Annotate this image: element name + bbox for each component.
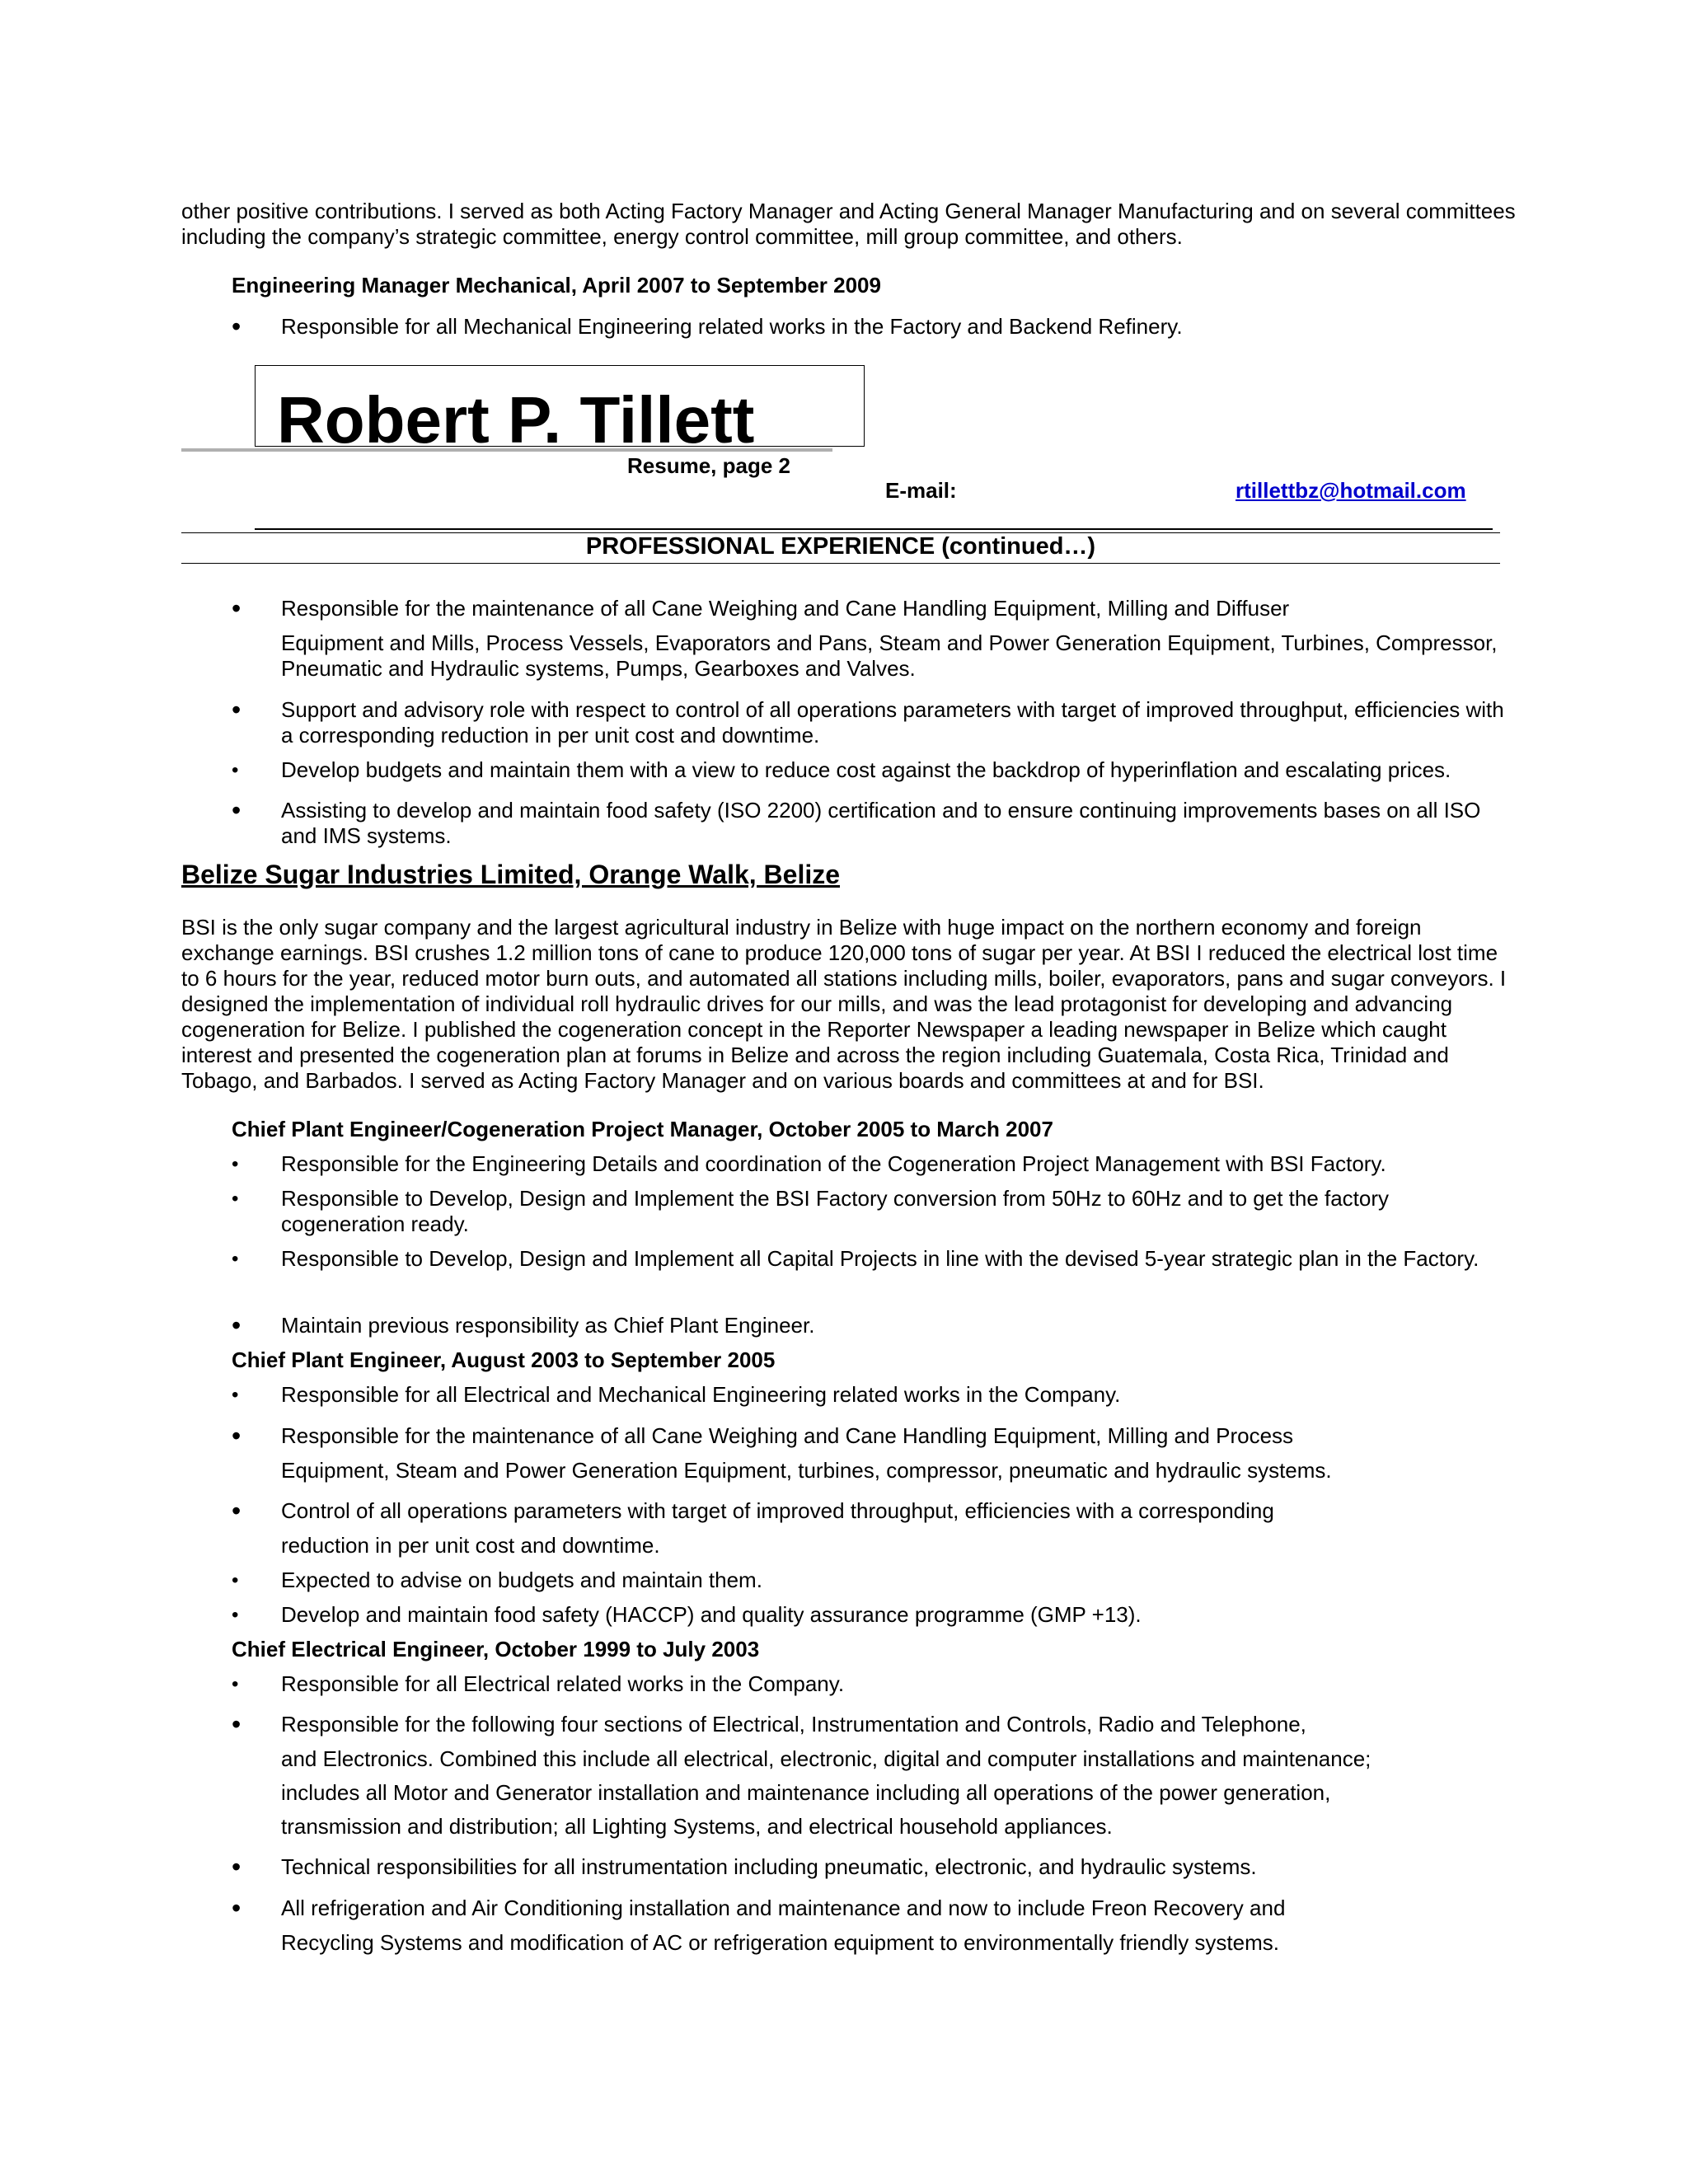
job-title-chief-electrical-engineer: Chief Electrical Engineer, October 1999 to July 2003 <box>232 1637 760 1661</box>
bullet-icon: • <box>232 759 239 781</box>
bullet-icon: • <box>232 1893 241 1923</box>
bullet-icon: • <box>232 1496 241 1526</box>
name-banner <box>255 365 865 447</box>
email-label: E-mail: <box>885 478 957 503</box>
bullet-icon: • <box>232 1709 241 1739</box>
bullet-icon: • <box>232 1604 239 1626</box>
bullet-icon: • <box>232 1852 241 1882</box>
bullet-icon: • <box>232 1188 239 1210</box>
page-label: Resume, page 2 <box>627 453 790 478</box>
bullet-icon: • <box>232 1248 239 1270</box>
job-title-chief-plant-engineer: Chief Plant Engineer, August 2003 to September 2005 <box>232 1347 776 1372</box>
section-top-rule <box>255 528 1493 530</box>
candidate-name: Robert P. Tillett <box>277 383 755 447</box>
company-heading: Belize Sugar Industries Limited, Orange Walk, Belize <box>181 860 841 889</box>
header-gray-rule <box>181 448 832 452</box>
bullet-icon: • <box>232 1569 239 1591</box>
job-title-mechanical: Engineering Manager Mechanical, April 2007 to September 2009 <box>232 273 881 298</box>
bullet-icon: • <box>232 695 241 724</box>
intro-continued-paragraph: other positive contributions. I served as both Acting Factory Manager and Acting General Manager Manufacturing and on several committees including the company’s strategic committee, energy control committee, mill group committee, and others. <box>181 199 1516 249</box>
email-link[interactable]: rtillettbz@hotmail.com <box>1236 478 1466 503</box>
section-title: PROFESSIONAL EXPERIENCE (continued…) <box>585 533 1096 560</box>
bullet-icon: • <box>232 1310 241 1340</box>
section-bottom-rule <box>181 563 1500 564</box>
bullet-icon: • <box>232 1384 239 1406</box>
bullet-icon: • <box>232 795 241 825</box>
bullet-icon: • <box>232 593 241 623</box>
bullet-icon: • <box>232 312 241 341</box>
bullet-icon: • <box>232 1673 239 1695</box>
bullet-icon: • <box>232 1421 241 1451</box>
job-title-cogeneration: Chief Plant Engineer/Cogeneration Project Manager, October 2005 to March 2007 <box>232 1117 1053 1141</box>
bullet-icon: • <box>232 1153 239 1175</box>
company-description: BSI is the only sugar company and the largest agricultural industry in Belize with huge impact on the northern economy and foreign exchange earnings. BSI crushes 1.2 million tons of cane to produce 120,000 tons of sugar per year. At BSI I reduced the electrical lost time to 6 hours for the year, reduced motor burn outs, and automated all stations including mills, boiler, evaporators, pans and sugar conveyors. I designed the implementation of individual roll hydraulic drives for our mills, and was the lead protagonist for developing and advancing cogeneration for Belize. I published the cogeneration concept in the Reporter Newspaper a leading newspaper in Belize which caught interest and presented the cogeneration plan at forums in Belize and across the region including Guatemala, Costa Rica, Trinidad and Tobago, and Barbados. I served as Acting Factory Manager and on various boards and committees at and for BSI. <box>181 915 1507 1093</box>
